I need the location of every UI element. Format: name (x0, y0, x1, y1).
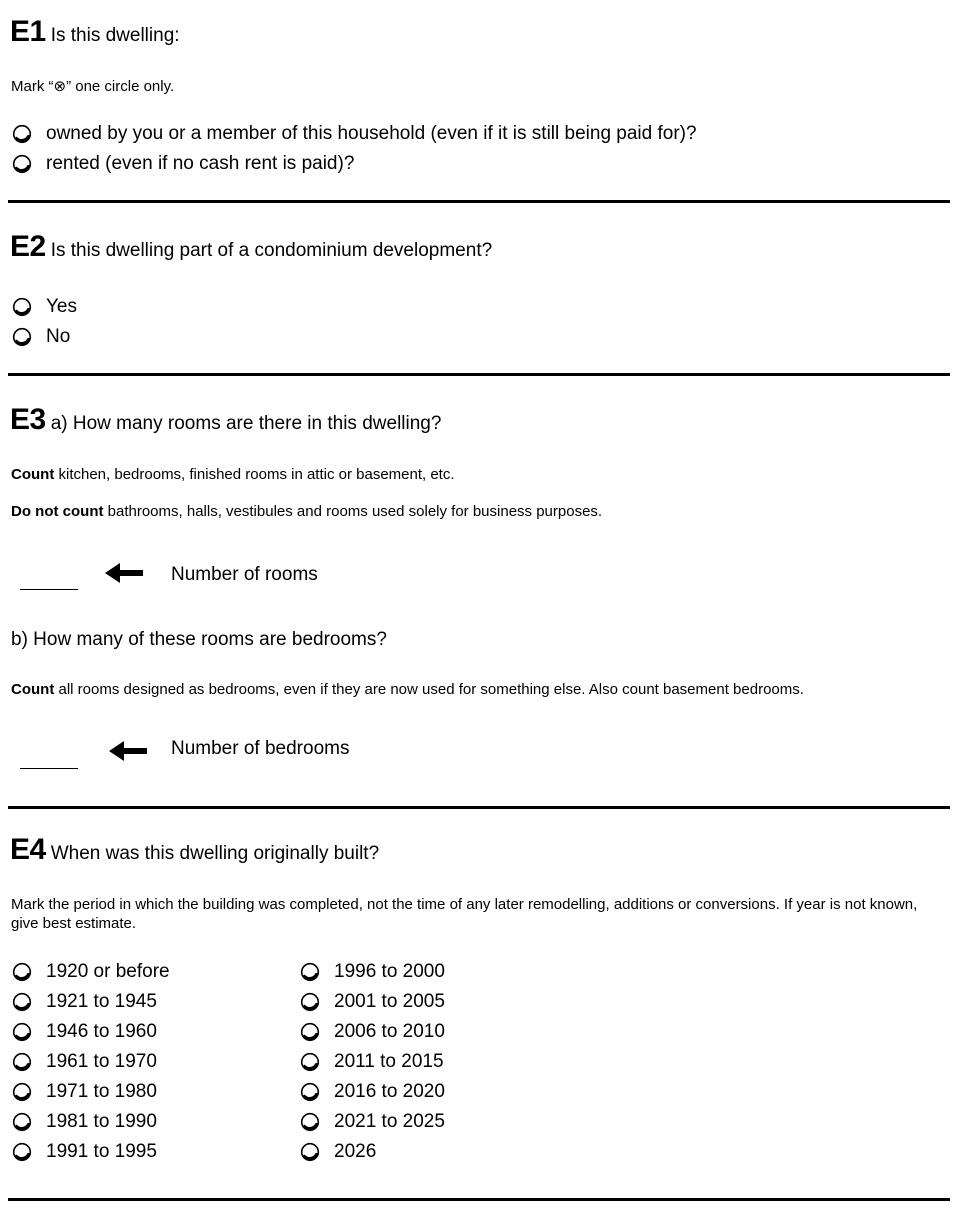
year-option[interactable] (12, 1111, 157, 1133)
option-label: 2001 to 2005 (334, 991, 445, 1012)
do-not-count-instruction (11, 502, 602, 521)
question-text: a) How many rooms are there in this dwelling? (50, 413, 442, 434)
radio-circle-icon[interactable] (12, 1142, 32, 1162)
rooms-label: Number of rooms (171, 564, 318, 585)
year-option[interactable] (300, 1111, 445, 1133)
question-e3b-text: b) How many of these rooms are bedrooms? (11, 629, 387, 650)
question-e2 (10, 230, 950, 347)
count-instruction (11, 465, 455, 484)
count-instruction-text: all rooms designed as bedrooms, even if they are now used for something else. Also count basement bedrooms. (54, 681, 804, 698)
question-text: Is this dwelling: (50, 25, 180, 46)
option-label: 2021 to 2025 (334, 1111, 445, 1132)
year-option[interactable] (12, 1081, 157, 1103)
question-e3-heading (10, 403, 950, 436)
option-label: 2026 (334, 1141, 377, 1162)
radio-circle-icon[interactable] (12, 1082, 32, 1102)
count-instruction-text: kitchen, bedrooms, finished rooms in attic or basement, etc. (54, 466, 455, 483)
option-label: 2006 to 2010 (334, 1021, 445, 1042)
option-label: rented (even if no cash rent is paid)? (46, 153, 355, 174)
option-label: 1961 to 1970 (46, 1051, 157, 1072)
option-label: 1996 to 2000 (334, 961, 445, 982)
section-divider (8, 806, 950, 809)
question-number: E2 (10, 230, 46, 263)
option-owned[interactable] (12, 123, 697, 145)
section-divider (8, 373, 950, 376)
arrow-left-icon (107, 738, 147, 764)
question-e3 (10, 403, 950, 759)
rooms-count-input[interactable] (20, 589, 78, 590)
count-bold-label: Count (11, 681, 55, 698)
arrow-left-icon (103, 560, 143, 586)
question-number: E4 (10, 833, 46, 866)
bedrooms-count-input[interactable] (20, 768, 78, 769)
section-divider (8, 200, 950, 203)
question-e1 (10, 15, 950, 174)
radio-circle-icon[interactable] (12, 1112, 32, 1132)
option-label: owned by you or a member of this household (even if it is still being paid for)? (46, 123, 697, 144)
option-label: 1921 to 1945 (46, 991, 157, 1012)
count-bold-label: Count (11, 466, 55, 483)
question-number: E3 (10, 403, 46, 436)
question-text: When was this dwelling originally built? (50, 843, 380, 864)
year-option[interactable] (300, 991, 445, 1013)
radio-circle-icon[interactable] (12, 297, 32, 317)
radio-circle-icon[interactable] (300, 1142, 320, 1162)
option-label: Yes (46, 296, 77, 317)
option-label: 1991 to 1995 (46, 1141, 157, 1162)
do-not-count-bold-label: Do not count (11, 503, 104, 520)
option-label: 1920 or before (46, 961, 170, 982)
option-yes[interactable] (12, 296, 77, 318)
section-divider (8, 1198, 950, 1201)
radio-circle-icon[interactable] (12, 1022, 32, 1042)
option-label: 2011 to 2015 (334, 1051, 444, 1072)
radio-circle-icon[interactable] (12, 962, 32, 982)
radio-circle-icon[interactable] (300, 1022, 320, 1042)
radio-circle-icon[interactable] (12, 154, 32, 174)
option-label: 1981 to 1990 (46, 1111, 157, 1132)
do-not-count-instruction-text: bathrooms, halls, vestibules and rooms used solely for business purposes. (103, 503, 603, 520)
instruction-text: Mark the period in which the building was completed, not the time of any later remodelling, additions or conversions. If year is not known, give best estimate. (11, 896, 918, 932)
question-e2-heading (10, 230, 950, 263)
year-option[interactable] (300, 1081, 445, 1103)
year-option[interactable] (300, 1021, 445, 1043)
option-label: 1971 to 1980 (46, 1081, 157, 1102)
radio-circle-icon[interactable] (300, 1052, 320, 1072)
question-e4-heading (10, 833, 950, 866)
year-option[interactable] (300, 1141, 376, 1163)
bedrooms-label: Number of bedrooms (171, 738, 350, 759)
option-rented[interactable] (12, 153, 354, 175)
radio-circle-icon[interactable] (300, 992, 320, 1012)
bedrooms-count-instruction (11, 680, 804, 699)
question-number: E1 (10, 15, 46, 48)
radio-circle-icon[interactable] (12, 124, 32, 144)
radio-circle-icon[interactable] (12, 1052, 32, 1072)
radio-circle-icon[interactable] (300, 1082, 320, 1102)
year-option[interactable] (12, 1021, 157, 1043)
year-option[interactable] (12, 1141, 157, 1163)
year-option[interactable] (300, 961, 445, 983)
year-option[interactable] (300, 1051, 444, 1073)
option-label: 1946 to 1960 (46, 1021, 157, 1042)
option-no[interactable] (12, 326, 70, 348)
question-e4 (10, 833, 950, 1162)
year-option[interactable] (12, 991, 157, 1013)
radio-circle-icon[interactable] (300, 962, 320, 982)
radio-circle-icon[interactable] (300, 1112, 320, 1132)
year-option[interactable] (12, 1051, 157, 1073)
radio-circle-icon[interactable] (12, 992, 32, 1012)
radio-circle-icon[interactable] (12, 327, 32, 347)
question-e1-heading (10, 15, 950, 48)
instruction-text: Mark “⊗” one circle only. (11, 78, 175, 95)
year-option[interactable] (12, 961, 170, 983)
question-text: Is this dwelling part of a condominium development? (50, 240, 493, 261)
option-label: 2016 to 2020 (334, 1081, 445, 1102)
option-label: No (46, 326, 71, 347)
